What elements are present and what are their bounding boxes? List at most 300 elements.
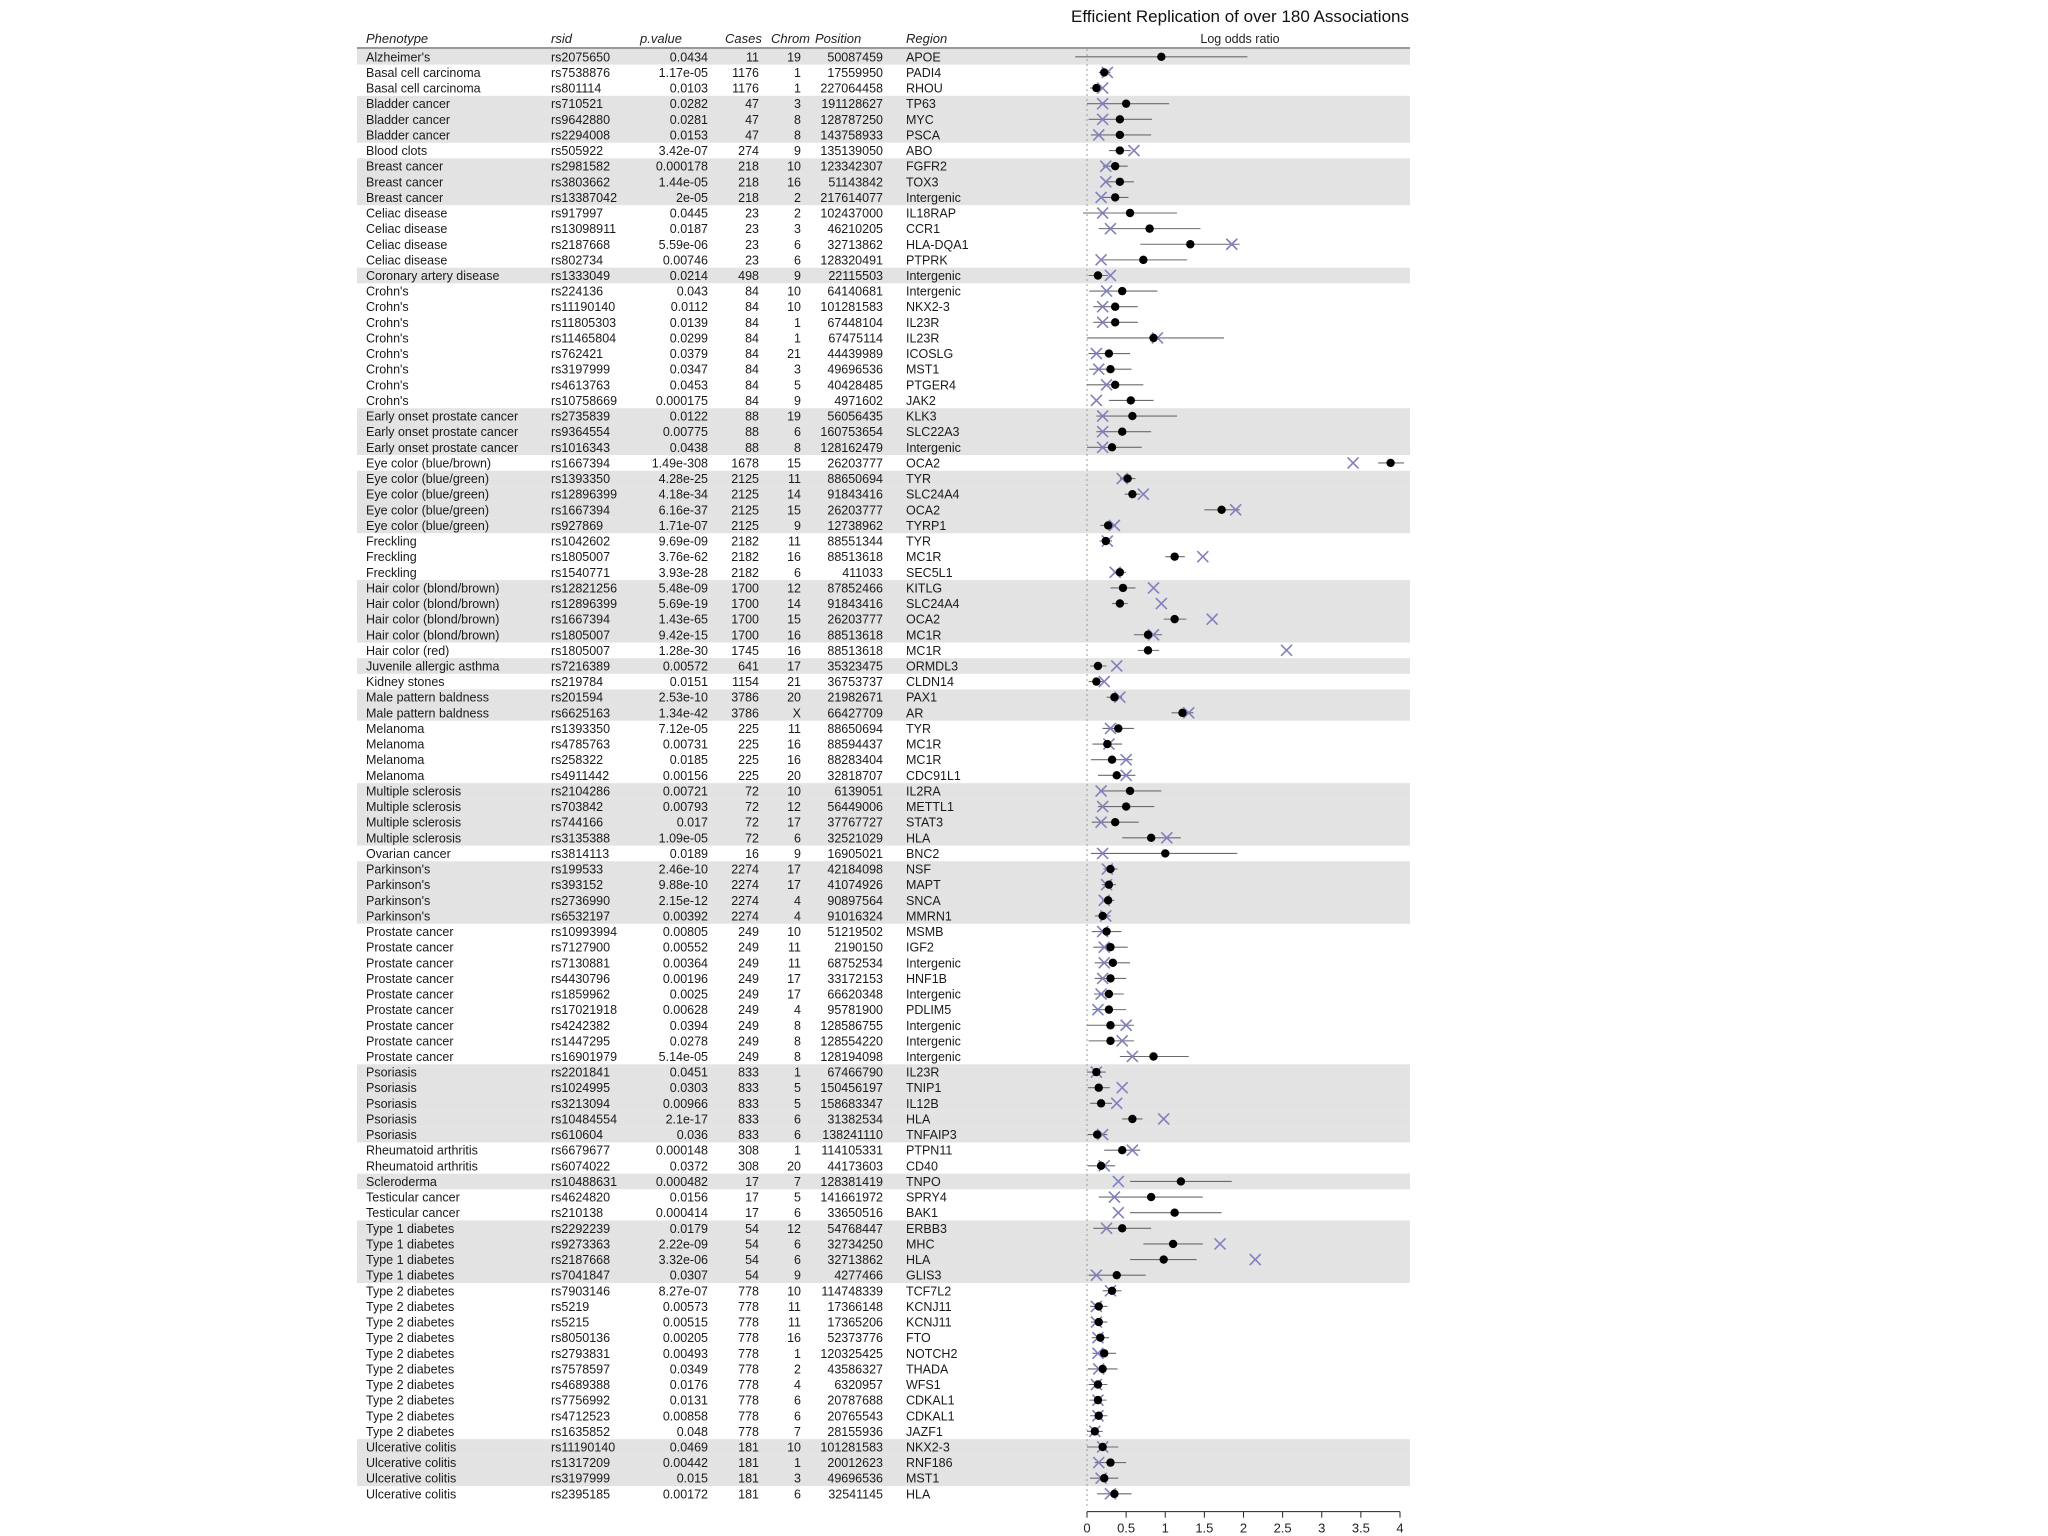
table-cell: 17559950 (827, 65, 883, 80)
row-band (357, 1252, 1410, 1268)
table-cell: Celiac disease (366, 237, 448, 252)
row-band (357, 1111, 1410, 1127)
row-band (357, 1236, 1410, 1252)
table-cell: Eye color (blue/green) (366, 503, 489, 518)
estimate-point (1098, 1443, 1106, 1451)
table-cell: 84 (745, 393, 759, 408)
table-cell: rs7127900 (551, 940, 611, 955)
table-cell: rs12896399 (551, 487, 618, 502)
table-cell: rs2294008 (551, 128, 611, 143)
table-cell: 6139051 (834, 784, 883, 799)
table-cell: 3.76e-62 (658, 550, 708, 565)
estimate-point (1217, 506, 1225, 514)
table-cell: 778 (738, 1362, 759, 1377)
table-cell: 5.48e-09 (658, 581, 708, 596)
table-cell: KCNJ11 (906, 1299, 952, 1314)
table-cell: 128194098 (820, 1049, 883, 1064)
table-cell: Intergenic (906, 987, 961, 1002)
row-band (357, 1267, 1410, 1283)
table-cell: MC1R (906, 628, 942, 643)
estimate-point (1161, 849, 1169, 857)
table-cell: Parkinson's (366, 878, 431, 893)
row-band (357, 127, 1410, 143)
table-cell: Intergenic (906, 190, 961, 205)
table-cell: 181 (738, 1440, 759, 1455)
table-cell: Ulcerative colitis (366, 1440, 457, 1455)
x-tick-label: 0 (1083, 1520, 1091, 1536)
table-cell: 138241110 (822, 1128, 883, 1143)
table-cell: 0.0131 (669, 1393, 708, 1408)
column-header: Phenotype (366, 31, 429, 46)
x-tick-label: 2.5 (1273, 1520, 1292, 1536)
table-cell: 2274 (731, 878, 759, 893)
table-cell: Bladder cancer (366, 97, 451, 112)
table-cell: 5.59e-06 (658, 237, 708, 252)
table-cell: 20 (787, 1159, 801, 1174)
table-cell: rs1805007 (551, 628, 611, 643)
table-cell: SPRY4 (906, 1190, 947, 1205)
table-cell: 0.00392 (662, 909, 708, 924)
table-cell: 15 (787, 456, 801, 471)
table-cell: IL12B (906, 1096, 939, 1111)
table-cell: 6.16e-37 (658, 503, 708, 518)
table-cell: Crohn's (366, 347, 409, 362)
row-band (357, 49, 1410, 65)
table-cell: rs3814113 (551, 846, 610, 861)
table-cell: 26203777 (827, 503, 883, 518)
table-cell: Ovarian cancer (366, 846, 451, 861)
table-cell: 9 (794, 518, 801, 533)
table-cell: 9.42e-15 (658, 628, 708, 643)
estimate-point (1111, 162, 1119, 170)
table-cell: rs1447295 (551, 1034, 611, 1049)
table-cell: BAK1 (906, 1206, 938, 1221)
table-cell: 72 (745, 831, 759, 846)
table-cell: 1 (794, 1346, 801, 1361)
column-header: Region (906, 31, 948, 46)
table-cell: rs7041847 (551, 1268, 611, 1283)
table-cell: Multiple sclerosis (366, 815, 462, 830)
table-cell: rs1042602 (551, 534, 611, 549)
table-cell: Intergenic (906, 1049, 961, 1064)
table-cell: 88650694 (827, 472, 883, 487)
table-cell: 54 (745, 1237, 759, 1252)
table-cell: Eye color (blue/green) (366, 472, 489, 487)
estimate-point (1178, 709, 1186, 717)
table-cell: 16 (787, 550, 801, 565)
table-cell: 72 (745, 800, 759, 815)
table-cell: TYRP1 (906, 518, 947, 533)
table-cell: Psoriasis (366, 1081, 417, 1096)
table-cell: HLA (906, 831, 931, 846)
table-cell: rs11190140 (551, 1440, 616, 1455)
table-cell: Type 1 diabetes (366, 1268, 455, 1283)
estimate-point (1100, 68, 1108, 76)
table-cell: 51219502 (827, 925, 883, 940)
x-tick-label: 1.5 (1195, 1520, 1214, 1536)
table-cell: 88513618 (827, 550, 883, 565)
table-cell: 2182 (731, 565, 759, 580)
table-cell: MST1 (906, 362, 940, 377)
estimate-point (1116, 146, 1124, 154)
table-cell: Freckling (366, 534, 417, 549)
table-cell: 11 (788, 721, 801, 736)
table-cell: 833 (738, 1112, 759, 1127)
estimate-point (1386, 459, 1394, 467)
table-cell: Prostate cancer (366, 1018, 454, 1033)
table-cell: 0.0299 (669, 331, 708, 346)
table-cell: 35323475 (827, 659, 883, 674)
estimate-point (1169, 1240, 1177, 1248)
table-cell: 54 (745, 1268, 759, 1283)
table-cell: Crohn's (366, 300, 409, 315)
table-cell: 778 (738, 1424, 759, 1439)
table-cell: MC1R (906, 737, 942, 752)
table-cell: rs1016343 (551, 440, 611, 455)
table-cell: rs9364554 (551, 425, 611, 440)
table-cell: 114105331 (821, 1143, 883, 1158)
table-cell: 225 (738, 721, 759, 736)
table-cell: rs1667394 (551, 456, 611, 471)
table-cell: 0.0379 (669, 347, 708, 362)
estimate-point (1095, 1412, 1103, 1420)
table-cell: 114748339 (821, 1284, 883, 1299)
table-cell: 150456197 (820, 1081, 883, 1096)
table-cell: 84 (745, 315, 759, 330)
table-cell: rs4430796 (551, 971, 611, 986)
table-cell: 66427709 (827, 706, 883, 721)
table-cell: 0.00552 (662, 940, 708, 955)
table-cell: 249 (738, 925, 759, 940)
table-cell: PAX1 (906, 690, 938, 705)
estimate-point (1149, 334, 1157, 342)
table-cell: 88283404 (827, 753, 883, 768)
table-cell: 0.00196 (662, 971, 708, 986)
table-cell: Ulcerative colitis (366, 1487, 457, 1502)
table-cell: 2190150 (834, 940, 883, 955)
estimate-point (1102, 927, 1110, 935)
table-cell: 1.28e-30 (658, 643, 708, 658)
column-headers (366, 31, 947, 46)
table-cell: 66620348 (827, 987, 883, 1002)
table-cell: rs393152 (551, 878, 604, 893)
table-cell: IL23R (906, 331, 940, 346)
table-cell: rs10758669 (551, 393, 618, 408)
table-cell: rs7538876 (551, 65, 611, 80)
table-cell: 32541145 (828, 1487, 883, 1502)
table-cell: 72 (745, 815, 759, 830)
table-cell: JAK2 (906, 393, 936, 408)
table-cell: 32521029 (827, 831, 883, 846)
estimate-point (1102, 537, 1110, 545)
estimate-point (1123, 474, 1131, 482)
table-cell: 0.0151 (669, 675, 708, 690)
table-cell: 3 (794, 222, 801, 237)
row-band (357, 268, 1410, 284)
table-cell: 2274 (731, 909, 759, 924)
table-cell: NKX2-3 (906, 1440, 950, 1455)
estimate-point (1096, 1333, 1104, 1341)
table-cell: PADI4 (906, 65, 942, 80)
table-cell: 1 (794, 315, 801, 330)
estimate-point (1118, 427, 1126, 435)
table-cell: 6 (794, 1253, 801, 1268)
table-cell: 3 (794, 1471, 801, 1486)
table-cell: PDLIM5 (906, 1003, 952, 1018)
table-cell: rs219784 (551, 675, 604, 690)
table-cell: 101281583 (820, 300, 883, 315)
table-cell: 128162479 (820, 440, 883, 455)
table-cell: Breast cancer (366, 159, 444, 174)
table-cell: CCR1 (906, 222, 941, 237)
table-cell: 778 (738, 1315, 759, 1330)
table-cell: THADA (906, 1362, 949, 1377)
table-cell: 54768447 (827, 1221, 883, 1236)
table-cell: TNFAIP3 (906, 1128, 957, 1143)
table-cell: 10 (787, 284, 801, 299)
table-cell: 56449006 (827, 800, 883, 815)
table-cell: 19 (787, 409, 801, 424)
table-cell: TOX3 (906, 175, 939, 190)
table-cell: rs1317209 (551, 1456, 611, 1471)
estimate-point (1092, 677, 1100, 685)
table-cell: 4 (794, 1003, 801, 1018)
table-cell: Male pattern baldness (366, 690, 489, 705)
table-cell: 20765543 (827, 1409, 883, 1424)
table-cell: rs917997 (551, 206, 604, 221)
table-cell: Type 2 diabetes (366, 1362, 455, 1377)
estimate-point (1095, 1084, 1103, 1092)
table-cell: MAPT (906, 878, 941, 893)
row-band (357, 96, 1410, 112)
table-cell: 0.00205 (662, 1331, 708, 1346)
table-cell: 90897564 (827, 893, 883, 908)
row-band (357, 580, 1410, 596)
estimate-point (1104, 521, 1112, 529)
table-cell: 33172153 (827, 971, 883, 986)
table-cell: 11 (788, 534, 801, 549)
table-cell: rs6074022 (551, 1159, 611, 1174)
table-cell: 1176 (732, 81, 759, 96)
row-band (357, 877, 1410, 893)
table-cell: MHC (906, 1237, 935, 1252)
table-cell: Prostate cancer (366, 925, 454, 940)
table-cell: 2182 (731, 550, 759, 565)
table-cell: 778 (738, 1409, 759, 1424)
row-band (357, 1439, 1410, 1455)
table-cell: 3.32e-06 (658, 1253, 708, 1268)
table-cell: FGFR2 (906, 159, 947, 174)
table-cell: 1.09e-05 (658, 831, 708, 846)
table-cell: Multiple sclerosis (366, 784, 462, 799)
estimate-point (1103, 740, 1111, 748)
table-cell: X (792, 706, 801, 721)
table-cell: 26203777 (827, 456, 883, 471)
table-cell: 11 (788, 1299, 801, 1314)
table-cell: 0.0122 (669, 409, 708, 424)
estimate-point (1149, 1052, 1157, 1060)
table-cell: 3786 (731, 690, 759, 705)
table-cell: 0.00775 (662, 425, 708, 440)
estimate-point (1106, 365, 1114, 373)
table-cell: 0.0282 (669, 97, 708, 112)
table-cell: 54 (745, 1253, 759, 1268)
table-cell: 0.00793 (662, 800, 708, 815)
table-cell: 43586327 (827, 1362, 883, 1377)
table-cell: KCNJ11 (906, 1315, 952, 1330)
table-cell: 833 (738, 1065, 759, 1080)
table-cell: Bladder cancer (366, 128, 451, 143)
estimate-point (1094, 1396, 1102, 1404)
table-cell: 0.00721 (662, 784, 708, 799)
table-cell: APOE (906, 50, 941, 65)
table-cell: 135139050 (820, 144, 883, 159)
table-cell: rs258322 (551, 753, 604, 768)
table-cell: 128787250 (820, 112, 883, 127)
table-cell: 84 (745, 300, 759, 315)
table-cell: Crohn's (366, 315, 409, 330)
table-cell: 0.0139 (669, 315, 708, 330)
table-cell: rs8050136 (551, 1331, 611, 1346)
table-cell: 10 (787, 159, 801, 174)
table-cell: 8 (794, 1049, 801, 1064)
table-cell: 2 (794, 190, 801, 205)
table-cell: 3 (794, 97, 801, 112)
table-cell: 218 (738, 159, 759, 174)
estimate-point (1116, 178, 1124, 186)
table-cell: OCA2 (906, 612, 941, 627)
table-cell: Prostate cancer (366, 956, 454, 971)
table-cell: 52373776 (827, 1331, 883, 1346)
table-cell: ERBB3 (906, 1221, 947, 1236)
estimate-point (1095, 1318, 1103, 1326)
table-cell: rs3197999 (551, 362, 611, 377)
table-cell: 16 (745, 846, 759, 861)
table-cell: 16905021 (827, 846, 883, 861)
table-cell: CD40 (906, 1159, 938, 1174)
table-cell: rs4911442 (551, 768, 610, 783)
table-cell: MYC (906, 112, 934, 127)
estimate-point (1093, 1130, 1101, 1138)
table-cell: 778 (738, 1378, 759, 1393)
table-cell: IL23R (906, 1065, 940, 1080)
table-cell: rs16901979 (551, 1049, 618, 1064)
table-cell: 225 (738, 753, 759, 768)
table-cell: 8.27e-07 (658, 1284, 708, 1299)
table-cell: 8 (794, 112, 801, 127)
table-cell: 67466790 (827, 1065, 883, 1080)
table-cell: rs12821256 (551, 581, 618, 596)
table-cell: rs3135388 (551, 831, 611, 846)
estimate-point (1097, 1162, 1105, 1170)
table-cell: rs1393350 (551, 472, 611, 487)
table-cell: MMRN1 (906, 909, 952, 924)
table-cell: Prostate cancer (366, 1003, 454, 1018)
table-cell: rs2104286 (551, 784, 611, 799)
table-cell: SLC22A3 (906, 425, 960, 440)
table-cell: NSF (906, 862, 931, 877)
estimate-point (1106, 1458, 1114, 1466)
table-cell: 50087459 (827, 50, 883, 65)
estimate-point (1092, 1068, 1100, 1076)
table-cell: 6 (794, 1237, 801, 1252)
table-cell: 12 (787, 800, 801, 815)
estimate-point (1113, 1271, 1121, 1279)
table-cell: rs3803662 (551, 175, 611, 190)
table-cell: 227064458 (820, 81, 883, 96)
estimate-point (1110, 693, 1118, 701)
table-cell: 23 (745, 253, 759, 268)
table-cell: 1.49e-308 (651, 456, 708, 471)
table-cell: Hair color (red) (366, 643, 450, 658)
table-cell: 249 (738, 1049, 759, 1064)
table-cell: Type 1 diabetes (366, 1237, 455, 1252)
table-cell: 47 (745, 97, 759, 112)
table-cell: Prostate cancer (366, 971, 454, 986)
column-header: Position (815, 31, 862, 46)
table-cell: 72 (745, 784, 759, 799)
estimate-point (1108, 1287, 1116, 1295)
table-cell: rs2292239 (551, 1221, 611, 1236)
x-tick-label: 3 (1318, 1520, 1326, 1536)
estimate-point (1110, 1490, 1118, 1498)
table-cell: 7 (794, 1174, 801, 1189)
row-band (357, 908, 1410, 924)
table-cell: OCA2 (906, 503, 941, 518)
row-band (357, 783, 1410, 799)
table-cell: rs6625163 (551, 706, 611, 721)
estimate-point (1159, 1255, 1167, 1263)
estimate-point (1116, 115, 1124, 123)
table-cell: 9 (794, 846, 801, 861)
table-cell: 3.93e-28 (658, 565, 708, 580)
table-cell: ABO (906, 144, 933, 159)
row-band (357, 705, 1410, 721)
table-cell: 411033 (842, 565, 883, 580)
table-cell: Melanoma (366, 721, 425, 736)
estimate-point (1104, 896, 1112, 904)
table-cell: Psoriasis (366, 1128, 417, 1143)
table-cell: 6 (794, 253, 801, 268)
table-cell: 67475114 (828, 331, 883, 346)
table-cell: 181 (738, 1471, 759, 1486)
table-cell: Crohn's (366, 362, 409, 377)
table-cell: WFS1 (906, 1378, 941, 1393)
table-cell: 0.0469 (669, 1440, 708, 1455)
table-cell: Type 2 diabetes (366, 1346, 455, 1361)
table-cell: rs4613763 (551, 378, 611, 393)
table-cell: Psoriasis (366, 1065, 417, 1080)
table-cell: Intergenic (906, 1034, 961, 1049)
table-cell: rs199533 (551, 862, 604, 877)
table-cell: 17365206 (827, 1315, 883, 1330)
table-cell: 0.00966 (662, 1096, 708, 1111)
table-cell: 17 (787, 987, 801, 1002)
table-cell: rs6679677 (551, 1143, 611, 1158)
row-band (357, 518, 1410, 534)
estimate-point (1109, 959, 1117, 967)
table-cell: 0.0187 (669, 222, 708, 237)
table-cell: 249 (738, 1018, 759, 1033)
table-cell: 0.000482 (655, 1174, 708, 1189)
table-cell: NKX2-3 (906, 300, 950, 315)
estimate-point (1094, 271, 1102, 279)
table-cell: 102437000 (820, 206, 883, 221)
estimate-point (1116, 131, 1124, 139)
table-cell: 1745 (731, 643, 759, 658)
estimate-point (1111, 318, 1119, 326)
table-cell: 2125 (731, 503, 759, 518)
